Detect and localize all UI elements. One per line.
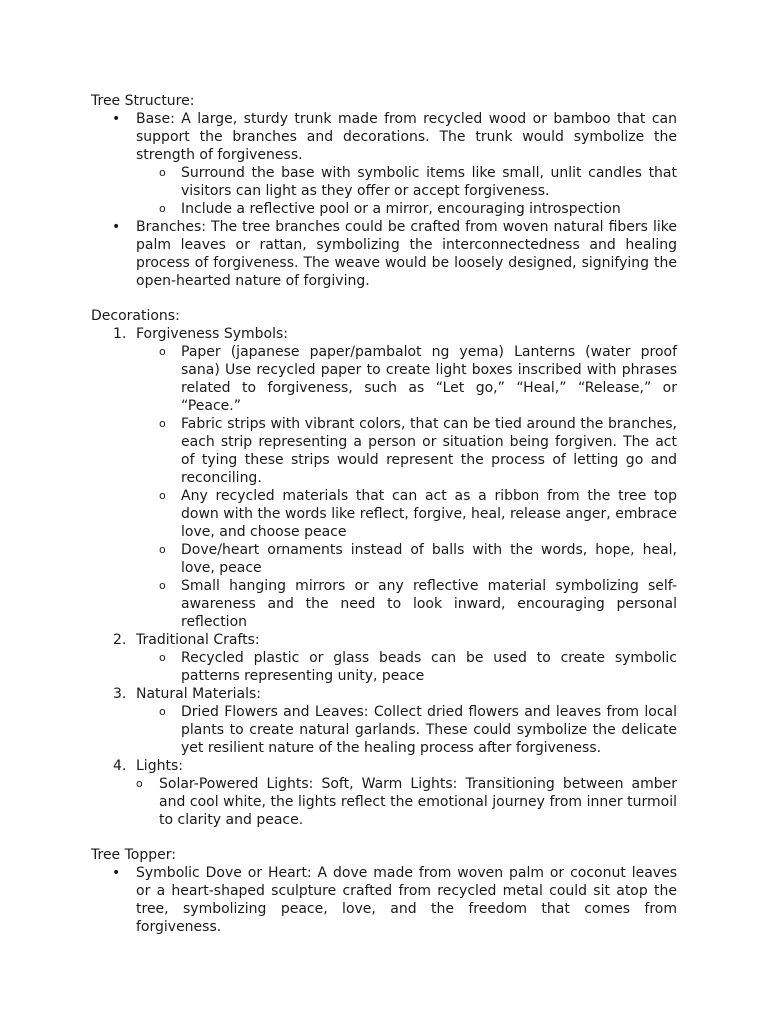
- section-heading-tree-structure: Tree Structure:: [91, 93, 195, 109]
- numbered-item-label: Lights:: [136, 758, 183, 774]
- list-item-base: [91, 110, 677, 164]
- sub-list-item: [91, 649, 677, 685]
- bullet-marker: [112, 218, 120, 236]
- bullet-marker: [112, 864, 120, 882]
- numbered-item-label: Forgiveness Symbols:: [136, 326, 288, 342]
- sub-list-item: [91, 415, 677, 487]
- numbered-item: [91, 631, 677, 649]
- bullet-marker: [112, 110, 120, 128]
- sub-list-item: [91, 577, 677, 631]
- section-heading-decorations: Decorations:: [91, 308, 180, 324]
- list-item-text: Symbolic Dove or Heart: A dove made from woven palm or coconut leaves or a heart-shaped sculpture crafted from recycled metal could sit atop the tree, symbolizing peace, love, and the freedom that comes from forgiveness.: [136, 865, 677, 935]
- sub-list-item-text: Small hanging mirrors or any reflective material symbolizing self-awareness and the need to look inward, encouraging personal reflection: [181, 578, 677, 630]
- number-marker: 1.: [113, 326, 127, 342]
- circle-marker: [159, 415, 166, 433]
- section-spacer: [91, 829, 677, 846]
- number-marker: 3.: [113, 686, 127, 702]
- list-item-text: Base: A large, sturdy trunk made from recycled wood or bamboo that can support the branches and decorations. The trunk would symbolize the strength of forgiveness.: [136, 111, 677, 163]
- circle-marker: [159, 541, 166, 559]
- sub-list-item: [91, 343, 677, 415]
- sub-list-item: [91, 703, 677, 757]
- sub-list-item-text: Include a reflective pool or a mirror, encouraging introspection: [181, 201, 621, 217]
- circle-marker: [159, 577, 166, 595]
- sub-list-item: [91, 164, 677, 200]
- circle-marker: [159, 200, 166, 218]
- circle-marker: [159, 164, 166, 182]
- numbered-item: [91, 325, 677, 343]
- sub-list-item-text: Any recycled materials that can act as a ribbon from the tree top down with the words like reflect, forgive, heal, release anger, embrace love, and choose peace: [181, 488, 677, 540]
- numbered-item-label: Natural Materials:: [136, 686, 261, 702]
- circle-marker: [159, 703, 166, 721]
- list-item-branches: [91, 218, 677, 290]
- sub-list-item-text: Paper (japanese paper/pambalot ng yema) Lanterns (water proof sana) Use recycled paper to create light boxes inscribed with phrases related to forgiveness, such as “Let go,” “Heal,” “Release,” or “Peace.”: [181, 344, 677, 414]
- numbered-item: [91, 757, 677, 775]
- section-heading-tree-topper: Tree Topper:: [91, 847, 176, 863]
- number-marker: 4.: [113, 758, 127, 774]
- list-item-topper: [91, 864, 677, 936]
- sub-list-item-text: Fabric strips with vibrant colors, that can be tied around the branches, each strip representing a person or situation being forgiven. The act of tying these strips would represent the process of letting go and reconciling.: [181, 416, 677, 486]
- sub-list-item-text: Dried Flowers and Leaves: Collect dried flowers and leaves from local plants to create natural garlands. These could symbolize the delicate yet resilient nature of the healing process after forgiveness.: [181, 704, 677, 756]
- sub-list-item-text: Surround the base with symbolic items like small, unlit candles that visitors can light as they offer or accept forgiveness.: [181, 165, 677, 199]
- document-body: [91, 92, 677, 936]
- numbered-item-label: Traditional Crafts:: [136, 632, 260, 648]
- sub-list-item: [91, 541, 677, 577]
- section-spacer: [91, 290, 677, 307]
- sub-list-item: [91, 775, 677, 829]
- circle-marker: [136, 775, 143, 793]
- list-item-text: Branches: The tree branches could be crafted from woven natural fibers like palm leaves or rattan, symbolizing the interconnectedness and healing process of forgiveness. The weave would be loosely designed, signifying the open-hearted nature of forgiving.: [136, 219, 677, 289]
- circle-marker: [159, 343, 166, 361]
- circle-marker: [159, 649, 166, 667]
- sub-list-item-text: Recycled plastic or glass beads can be used to create symbolic patterns representing unity, peace: [181, 650, 677, 684]
- sub-list-item: [91, 487, 677, 541]
- sub-list-item-text: Dove/heart ornaments instead of balls with the words, hope, heal, love, peace: [181, 542, 677, 576]
- number-marker: 2.: [113, 632, 127, 648]
- sub-list-item-text: Solar-Powered Lights: Soft, Warm Lights: Transitioning between amber and cool white, the lights reflect the emotional journey from inner turmoil to clarity and peace.: [159, 776, 677, 828]
- numbered-item: [91, 685, 677, 703]
- circle-marker: [159, 487, 166, 505]
- sub-list-item: [91, 200, 677, 218]
